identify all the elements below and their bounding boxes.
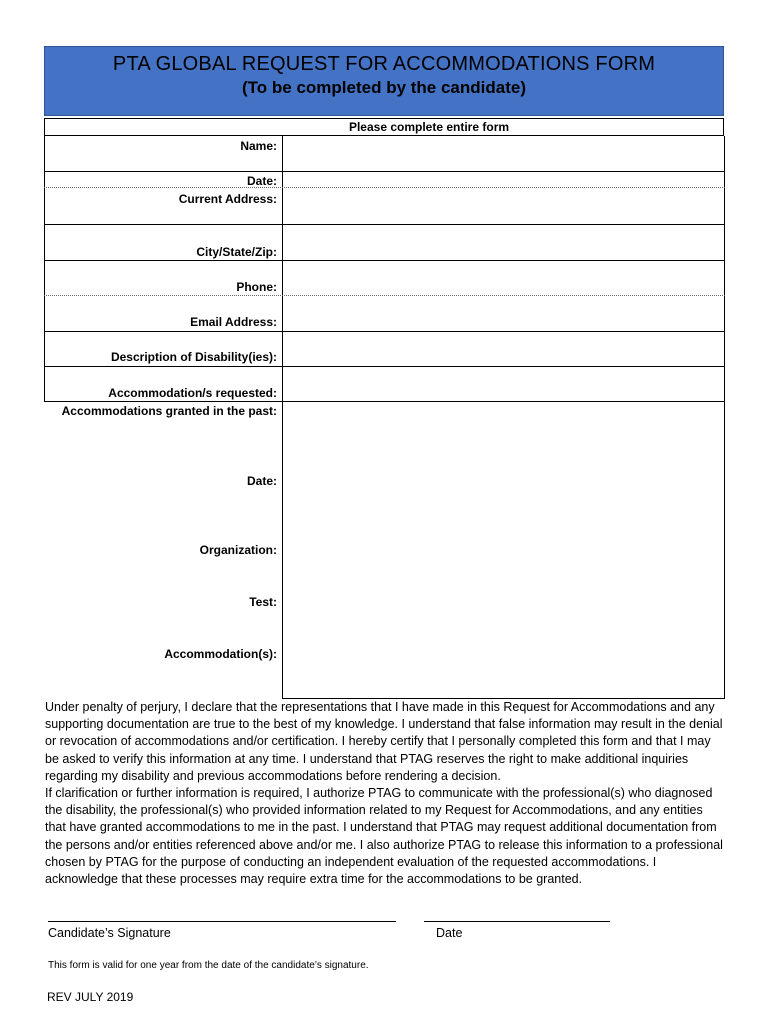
city-state-zip-field[interactable]	[283, 225, 724, 260]
form-instruction: Please complete entire form	[44, 118, 724, 136]
test-label: Test:	[249, 595, 277, 609]
accommodations-requested-field[interactable]	[283, 367, 724, 401]
signature-label: Candidate’s Signature	[48, 926, 171, 940]
date-field[interactable]	[283, 172, 724, 187]
table-left-border	[44, 136, 45, 402]
disability-label: Description of Disability(ies):	[110, 350, 277, 364]
declaration-paragraph: If clarification or further information is required, I authorize PTAG to communicate with the professional(s) who diagnosed the disability, the professional(s) who provided information related to my Request for Accommodations, and any entities that have granted accommodations to me in the past. I understand that PTAG may request additional documentation from the persons and/or entities referenced above and/or me. I also authorize PTAG to release this information to a professional chosen by PTAG for the purpose of conducting an independent evaluation of the requested accommodations. I acknowledge that these processes may require extra time for the accommodations to be granted.	[45, 786, 723, 887]
past-accommodations-label: Accommodations granted in the past:	[61, 404, 277, 418]
form-subtitle: (To be completed by the candidate)	[242, 78, 526, 97]
city-state-zip-label: City/State/Zip:	[196, 245, 277, 259]
declaration	[45, 699, 725, 888]
declaration-paragraph: Under penalty of perjury, I declare that the representations that I have made in this Request for Accommodations and any supporting documentation are true to the best of my knowledge. I understand that false information may result in the denial or revocation of accommodations and/or certification. I hereby certify that I personally completed this form and that I may be asked to verify this information at any time. I understand that PTAG reserves the right to make additional inquiries regarding my disability and previous accommodations before rendering a decision.	[45, 700, 723, 783]
form-title: PTA GLOBAL REQUEST FOR ACCOMMODATIONS FORM	[112, 53, 656, 75]
signature-line[interactable]	[48, 921, 396, 922]
revision-label: REV JULY 2019	[47, 990, 134, 1004]
form-header	[44, 46, 724, 116]
validity-note: This form is valid for one year from the date of the candidate’s signature.	[48, 960, 369, 971]
phone-field[interactable]	[283, 261, 724, 295]
email-field[interactable]	[283, 296, 724, 331]
past-accommodation-types-label: Accommodation(s):	[164, 647, 277, 661]
name-field[interactable]	[283, 137, 724, 171]
table-right-border	[724, 136, 725, 699]
signature-date-line[interactable]	[424, 921, 610, 922]
disability-description-field[interactable]	[283, 332, 724, 366]
address-label: Current Address:	[178, 192, 277, 206]
past-date-label: Date:	[246, 474, 277, 488]
signature-date-label: Date	[436, 926, 463, 940]
phone-label: Phone:	[236, 280, 277, 294]
email-label: Email Address:	[190, 315, 277, 329]
accommodations-requested-label: Accommodation/s requested:	[108, 386, 277, 400]
date-label: Date:	[246, 174, 277, 188]
address-field[interactable]	[283, 188, 724, 224]
past-accommodations-field[interactable]	[283, 402, 724, 698]
name-label: Name:	[240, 139, 277, 153]
organization-label: Organization:	[199, 543, 277, 557]
